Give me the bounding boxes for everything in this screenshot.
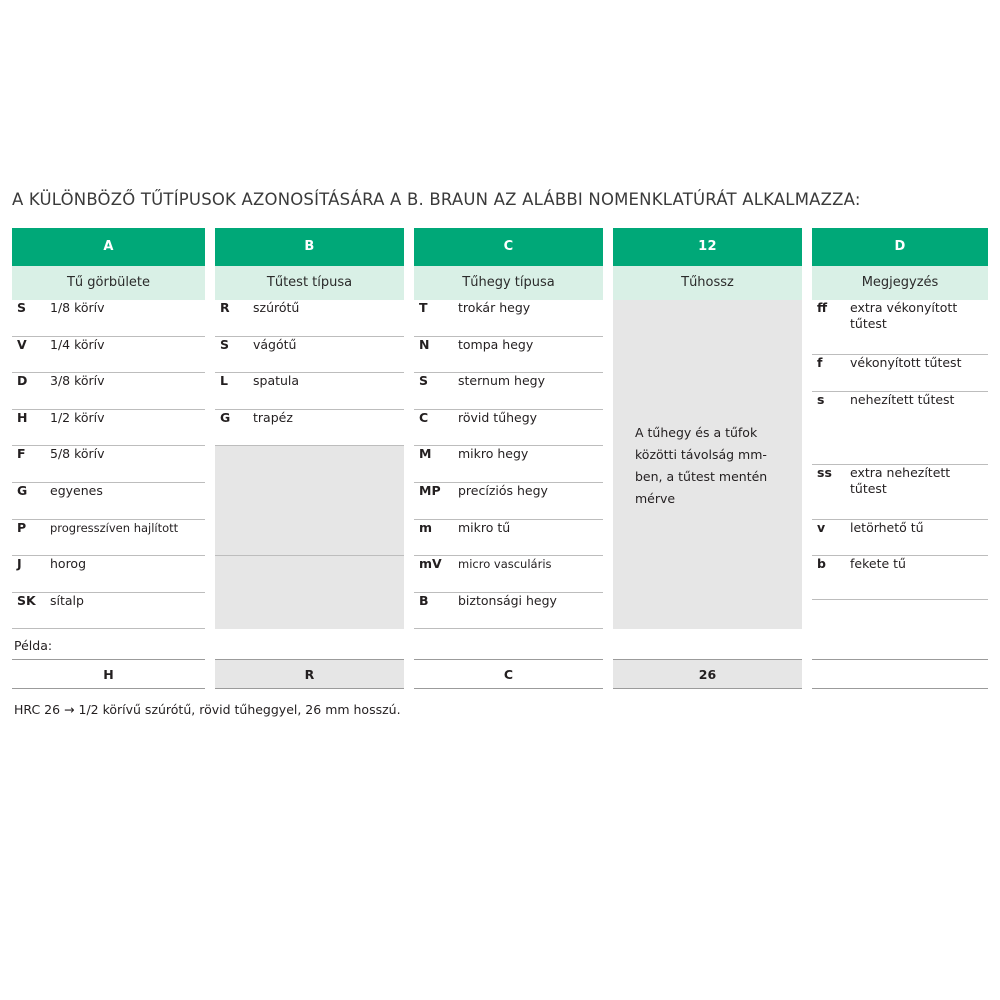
item-code: F (17, 446, 26, 462)
column-length-cell (613, 300, 802, 629)
item-code: G (220, 409, 231, 425)
item-code: v (817, 519, 826, 535)
item-label: rövid tűhegy (458, 409, 538, 425)
list-item (414, 373, 603, 410)
item-label: trapéz (253, 409, 293, 425)
list-item (414, 483, 603, 520)
column-name-d: Megjegyzés (812, 266, 988, 300)
item-code: mV (419, 556, 442, 572)
item-code: B (419, 592, 429, 608)
item-label: extra vékonyított tűtest (850, 300, 958, 332)
list-item (414, 556, 603, 593)
item-label: vágótű (253, 336, 297, 352)
example-cell-c: C (414, 659, 603, 689)
column-name-b: Tűtest típusa (215, 266, 404, 300)
item-code: m (419, 519, 433, 535)
item-label: precíziós hegy (458, 482, 548, 498)
item-code: s (817, 391, 825, 407)
column-d-cell (812, 300, 988, 629)
item-label: 5/8 körív (50, 446, 105, 462)
item-code: D (17, 373, 28, 389)
column-gap (404, 228, 414, 266)
column-name-12: Tűhossz (613, 266, 802, 300)
list-item (12, 483, 205, 520)
empty-row (215, 556, 404, 593)
list-item (812, 355, 988, 392)
list-item (812, 520, 988, 557)
item-code: V (17, 336, 27, 352)
item-label: 1/4 körív (50, 336, 105, 352)
column-gap (603, 266, 613, 300)
column-code-d: D (812, 228, 988, 266)
item-label: mikro hegy (458, 446, 529, 462)
list-item (12, 593, 205, 630)
page-title: A KÜLÖNBÖZŐ TŰTÍPUSOK AZONOSÍTÁSÁRA A B. BRAUN AZ ALÁBBI NOMENKLATÚRÁT ALKALMAZZA: (12, 190, 861, 209)
column-gap (603, 228, 613, 266)
empty-row (215, 483, 404, 520)
item-label: tompa hegy (458, 336, 534, 352)
list-item (414, 593, 603, 630)
item-code: P (17, 519, 27, 535)
item-code: R (220, 300, 230, 315)
column-b-list (215, 300, 404, 629)
column-gap (205, 228, 215, 266)
document-body (12, 190, 988, 717)
example-cell-a: H (12, 659, 205, 689)
column-a-cell (12, 300, 205, 629)
empty-row (215, 520, 404, 557)
column-c-cell (414, 300, 603, 629)
list-item (12, 373, 205, 410)
column-gap (404, 300, 414, 629)
item-code: C (419, 409, 429, 425)
item-code: b (817, 556, 826, 572)
column-code-c: C (414, 228, 603, 266)
example-row (12, 659, 988, 689)
item-code: N (419, 336, 430, 352)
column-gap (205, 300, 215, 629)
item-label: mikro tű (458, 519, 511, 535)
item-code: SK (17, 592, 36, 608)
list-item (414, 337, 603, 374)
item-label: extra nehezített tűtest (850, 464, 951, 496)
table-header-codes (12, 228, 988, 266)
example-explanation: HRC 26 → 1/2 körívű szúrótű, rövid tűheggyel, 26 mm hosszú. (14, 702, 401, 718)
item-code: S (419, 373, 429, 389)
column-code-a: A (12, 228, 205, 266)
item-code: ss (817, 464, 832, 480)
empty-row (215, 593, 404, 630)
item-label: sternum hegy (458, 373, 545, 389)
list-item (812, 556, 988, 600)
item-label: 3/8 körív (50, 373, 105, 389)
column-gap (802, 300, 812, 629)
item-label: 1/2 körív (50, 409, 105, 425)
item-label: sítalp (50, 592, 84, 608)
item-label: 1/8 körív (50, 300, 105, 315)
item-code: L (220, 373, 228, 389)
list-item (414, 410, 603, 447)
list-item (12, 520, 205, 557)
list-item (215, 410, 404, 447)
nomenclature-table (12, 228, 988, 629)
item-label: micro vasculáris (458, 557, 552, 572)
column-a-list (12, 300, 205, 629)
item-code: MP (419, 482, 441, 498)
column-b-cell (215, 300, 404, 629)
column-gap (603, 300, 613, 629)
item-label: spatula (253, 373, 300, 389)
item-label: egyenes (50, 482, 103, 498)
list-item (812, 465, 988, 520)
list-item (12, 556, 205, 593)
list-item (12, 337, 205, 374)
example-label: Példa: (14, 638, 53, 654)
item-code: S (17, 300, 27, 315)
list-item (12, 410, 205, 447)
column-code-b: B (215, 228, 404, 266)
item-label: biztonsági hegy (458, 592, 557, 608)
item-code: T (419, 300, 428, 315)
example-cell-b: R (215, 659, 404, 689)
list-item (414, 520, 603, 557)
item-code: J (17, 556, 22, 572)
item-label: nehezített tűtest (850, 391, 955, 407)
item-label: horog (50, 556, 87, 572)
list-item (414, 300, 603, 337)
list-item (812, 300, 988, 355)
item-label: trokár hegy (458, 300, 531, 315)
list-item (12, 300, 205, 337)
list-item (215, 373, 404, 410)
example-cell-length: 26 (613, 659, 802, 689)
list-item (215, 300, 404, 337)
list-item (215, 337, 404, 374)
item-code: S (220, 336, 230, 352)
item-code: H (17, 409, 28, 425)
item-code: G (17, 482, 28, 498)
column-gap (802, 266, 812, 300)
item-label: letörhető tű (850, 519, 924, 535)
column-code-12: 12 (613, 228, 802, 266)
list-item (812, 392, 988, 465)
item-code: f (817, 355, 823, 370)
item-label: progresszíven hajlított (50, 520, 179, 535)
empty-row (215, 446, 404, 483)
column-c-list (414, 300, 603, 629)
length-description: A tűhegy és a tűfok közötti távolság mm-ben, a tűtest mentén mérve (635, 425, 768, 506)
list-item (414, 446, 603, 483)
example-cell-d (812, 659, 988, 689)
list-item (12, 446, 205, 483)
item-label: vékonyított tűtest (850, 355, 962, 370)
item-code: ff (817, 300, 828, 315)
item-label: fekete tű (850, 556, 906, 572)
column-name-c: Tűhegy típusa (414, 266, 603, 300)
item-code: M (419, 446, 432, 462)
column-gap (205, 266, 215, 300)
spacer (613, 300, 802, 422)
column-name-a: Tű görbülete (12, 266, 205, 300)
column-d-list (812, 300, 988, 600)
item-label: szúrótű (253, 300, 300, 315)
column-gap (404, 266, 414, 300)
table-header-names (12, 266, 988, 300)
table-body (12, 300, 988, 629)
column-gap (802, 228, 812, 266)
